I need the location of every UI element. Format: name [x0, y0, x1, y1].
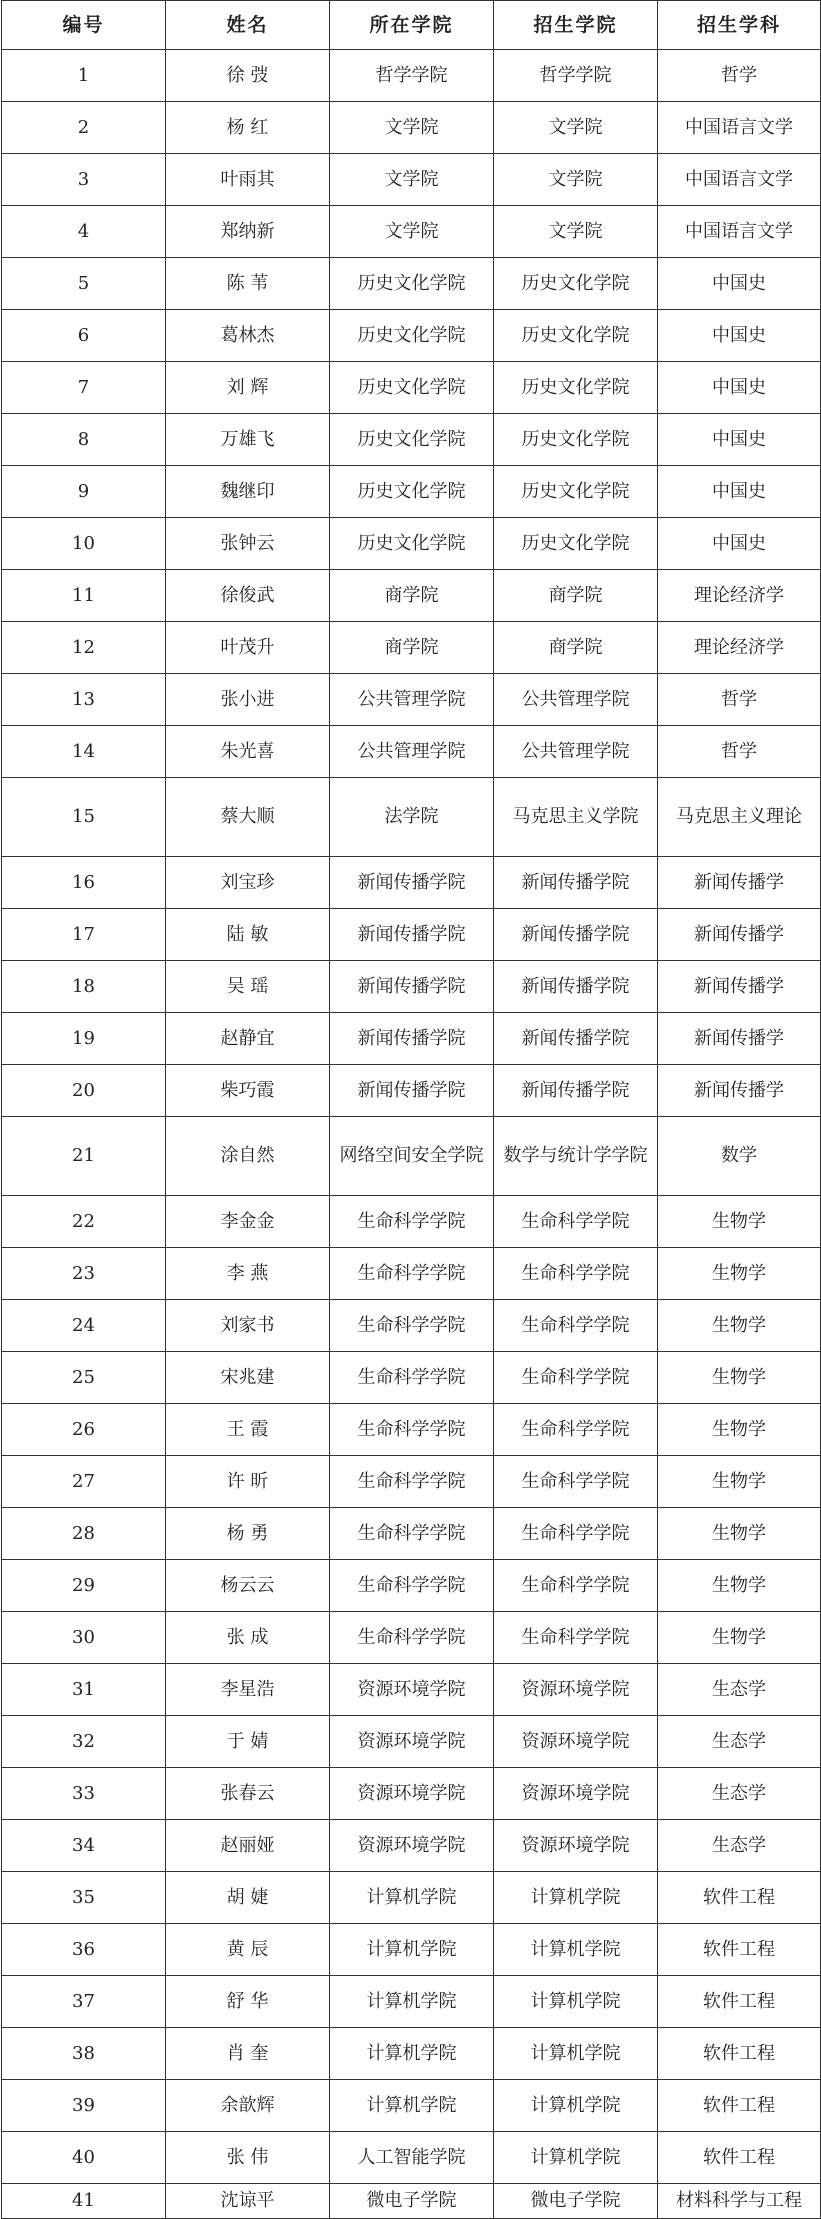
- cell-name: 刘家书: [166, 1300, 330, 1352]
- cell-enrollment-college: 生命科学学院: [494, 1352, 658, 1404]
- header-current-college: 所在学院: [330, 1, 494, 50]
- table-row: [2, 1820, 821, 1872]
- cell-enrollment-college: 历史文化学院: [494, 518, 658, 570]
- cell-name: 于 婧: [166, 1716, 330, 1768]
- cell-name: 赵静宜: [166, 1013, 330, 1065]
- cell-enrollment-discipline: 中国史: [658, 414, 821, 466]
- cell-number: 34: [2, 1820, 166, 1872]
- table-row: [2, 1065, 821, 1117]
- cell-name: 肖 奎: [166, 2028, 330, 2080]
- cell-enrollment-discipline: 生物学: [658, 1456, 821, 1508]
- table-row: [2, 1560, 821, 1612]
- cell-name: 叶茂升: [166, 622, 330, 674]
- cell-number: 12: [2, 622, 166, 674]
- cell-enrollment-college: 计算机学院: [494, 2080, 658, 2132]
- cell-name: 徐 弢: [166, 50, 330, 102]
- cell-current-college: 生命科学学院: [330, 1248, 494, 1300]
- table-row: [2, 1196, 821, 1248]
- cell-current-college: 新闻传播学院: [330, 909, 494, 961]
- cell-enrollment-college: 生命科学学院: [494, 1508, 658, 1560]
- cell-enrollment-discipline: 生态学: [658, 1664, 821, 1716]
- cell-enrollment-discipline: 哲学: [658, 726, 821, 778]
- table-row: [2, 1456, 821, 1508]
- cell-current-college: 历史文化学院: [330, 466, 494, 518]
- cell-current-college: 生命科学学院: [330, 1300, 494, 1352]
- cell-name: 黄 辰: [166, 1924, 330, 1976]
- cell-number: 19: [2, 1013, 166, 1065]
- table-row: [2, 1768, 821, 1820]
- cell-current-college: 计算机学院: [330, 1976, 494, 2028]
- cell-current-college: 新闻传播学院: [330, 857, 494, 909]
- table-row: [2, 2184, 821, 2219]
- cell-name: 沈谅平: [166, 2184, 330, 2219]
- cell-number: 8: [2, 414, 166, 466]
- cell-name: 许 昕: [166, 1456, 330, 1508]
- cell-current-college: 文学院: [330, 206, 494, 258]
- cell-enrollment-college: 计算机学院: [494, 1924, 658, 1976]
- cell-name: 张钟云: [166, 518, 330, 570]
- cell-enrollment-college: 文学院: [494, 206, 658, 258]
- cell-name: 胡 婕: [166, 1872, 330, 1924]
- cell-current-college: 商学院: [330, 570, 494, 622]
- cell-current-college: 生命科学学院: [330, 1612, 494, 1664]
- cell-name: 李星浩: [166, 1664, 330, 1716]
- cell-number: 5: [2, 258, 166, 310]
- cell-number: 25: [2, 1352, 166, 1404]
- cell-enrollment-college: 计算机学院: [494, 1872, 658, 1924]
- cell-enrollment-discipline: 软件工程: [658, 2080, 821, 2132]
- cell-current-college: 资源环境学院: [330, 1768, 494, 1820]
- table-row: [2, 1352, 821, 1404]
- cell-enrollment-discipline: 软件工程: [658, 2132, 821, 2184]
- cell-enrollment-college: 历史文化学院: [494, 362, 658, 414]
- cell-current-college: 新闻传播学院: [330, 1013, 494, 1065]
- cell-number: 6: [2, 310, 166, 362]
- table-row: [2, 310, 821, 362]
- table-row: [2, 518, 821, 570]
- cell-enrollment-discipline: 生物学: [658, 1404, 821, 1456]
- cell-enrollment-discipline: 新闻传播学: [658, 1013, 821, 1065]
- cell-current-college: 商学院: [330, 622, 494, 674]
- cell-name: 涂自然: [166, 1117, 330, 1196]
- cell-enrollment-discipline: 生物学: [658, 1508, 821, 1560]
- cell-enrollment-college: 微电子学院: [494, 2184, 658, 2219]
- cell-enrollment-college: 资源环境学院: [494, 1820, 658, 1872]
- table-row: [2, 1248, 821, 1300]
- table-row: [2, 857, 821, 909]
- cell-enrollment-discipline: 生物学: [658, 1300, 821, 1352]
- cell-enrollment-discipline: 中国史: [658, 466, 821, 518]
- cell-name: 杨云云: [166, 1560, 330, 1612]
- header-name: 姓名: [166, 1, 330, 50]
- cell-name: 吴 瑶: [166, 961, 330, 1013]
- cell-current-college: 历史文化学院: [330, 258, 494, 310]
- cell-enrollment-discipline: 生物学: [658, 1196, 821, 1248]
- cell-current-college: 计算机学院: [330, 2028, 494, 2080]
- cell-enrollment-college: 历史文化学院: [494, 414, 658, 466]
- table-row: [2, 206, 821, 258]
- table-row: [2, 2080, 821, 2132]
- cell-current-college: 新闻传播学院: [330, 961, 494, 1013]
- cell-name: 朱光喜: [166, 726, 330, 778]
- cell-name: 王 霞: [166, 1404, 330, 1456]
- cell-name: 叶雨其: [166, 154, 330, 206]
- cell-number: 30: [2, 1612, 166, 1664]
- cell-enrollment-college: 马克思主义学院: [494, 778, 658, 857]
- cell-number: 35: [2, 1872, 166, 1924]
- cell-enrollment-discipline: 中国史: [658, 362, 821, 414]
- cell-enrollment-discipline: 新闻传播学: [658, 961, 821, 1013]
- cell-current-college: 资源环境学院: [330, 1820, 494, 1872]
- table-row: [2, 622, 821, 674]
- table-row: [2, 961, 821, 1013]
- cell-current-college: 微电子学院: [330, 2184, 494, 2219]
- table-row: [2, 1976, 821, 2028]
- cell-number: 41: [2, 2184, 166, 2219]
- cell-name: 余歆辉: [166, 2080, 330, 2132]
- cell-enrollment-college: 历史文化学院: [494, 466, 658, 518]
- table-row: [2, 1664, 821, 1716]
- header-number: 编号: [2, 1, 166, 50]
- table-row: [2, 1117, 821, 1196]
- cell-enrollment-college: 生命科学学院: [494, 1300, 658, 1352]
- cell-name: 刘 辉: [166, 362, 330, 414]
- cell-enrollment-discipline: 中国史: [658, 258, 821, 310]
- cell-name: 宋兆建: [166, 1352, 330, 1404]
- table-row: [2, 50, 821, 102]
- cell-name: 万雄飞: [166, 414, 330, 466]
- cell-enrollment-discipline: 理论经济学: [658, 570, 821, 622]
- cell-enrollment-college: 数学与统计学学院: [494, 1117, 658, 1196]
- cell-enrollment-discipline: 软件工程: [658, 1976, 821, 2028]
- cell-enrollment-college: 计算机学院: [494, 2132, 658, 2184]
- cell-enrollment-college: 生命科学学院: [494, 1456, 658, 1508]
- cell-name: 刘宝珍: [166, 857, 330, 909]
- cell-current-college: 法学院: [330, 778, 494, 857]
- cell-current-college: 生命科学学院: [330, 1404, 494, 1456]
- table-row: [2, 414, 821, 466]
- cell-number: 40: [2, 2132, 166, 2184]
- cell-current-college: 生命科学学院: [330, 1560, 494, 1612]
- table-row: [2, 2028, 821, 2080]
- cell-number: 4: [2, 206, 166, 258]
- cell-number: 28: [2, 1508, 166, 1560]
- cell-current-college: 资源环境学院: [330, 1664, 494, 1716]
- cell-enrollment-discipline: 生态学: [658, 1716, 821, 1768]
- cell-name: 张 伟: [166, 2132, 330, 2184]
- table-row: [2, 726, 821, 778]
- cell-enrollment-college: 新闻传播学院: [494, 1065, 658, 1117]
- cell-current-college: 计算机学院: [330, 2080, 494, 2132]
- cell-current-college: 历史文化学院: [330, 414, 494, 466]
- cell-enrollment-college: 哲学学院: [494, 50, 658, 102]
- cell-enrollment-discipline: 生态学: [658, 1820, 821, 1872]
- cell-current-college: 人工智能学院: [330, 2132, 494, 2184]
- cell-number: 13: [2, 674, 166, 726]
- cell-name: 张 成: [166, 1612, 330, 1664]
- cell-enrollment-college: 计算机学院: [494, 2028, 658, 2080]
- cell-name: 李金金: [166, 1196, 330, 1248]
- table-row: [2, 466, 821, 518]
- cell-enrollment-discipline: 软件工程: [658, 1924, 821, 1976]
- cell-enrollment-discipline: 哲学: [658, 674, 821, 726]
- cell-current-college: 生命科学学院: [330, 1508, 494, 1560]
- cell-enrollment-discipline: 中国语言文学: [658, 154, 821, 206]
- cell-number: 10: [2, 518, 166, 570]
- cell-name: 葛林杰: [166, 310, 330, 362]
- cell-current-college: 公共管理学院: [330, 726, 494, 778]
- cell-enrollment-college: 生命科学学院: [494, 1196, 658, 1248]
- cell-number: 31: [2, 1664, 166, 1716]
- cell-enrollment-discipline: 新闻传播学: [658, 1065, 821, 1117]
- cell-number: 39: [2, 2080, 166, 2132]
- cell-current-college: 计算机学院: [330, 1872, 494, 1924]
- cell-enrollment-college: 资源环境学院: [494, 1768, 658, 1820]
- cell-number: 37: [2, 1976, 166, 2028]
- table-row: [2, 154, 821, 206]
- table-row: [2, 1300, 821, 1352]
- cell-name: 杨 红: [166, 102, 330, 154]
- table-row: [2, 1872, 821, 1924]
- cell-name: 赵丽娅: [166, 1820, 330, 1872]
- cell-enrollment-discipline: 生物学: [658, 1352, 821, 1404]
- cell-enrollment-discipline: 中国语言文学: [658, 102, 821, 154]
- cell-enrollment-discipline: 软件工程: [658, 2028, 821, 2080]
- cell-number: 3: [2, 154, 166, 206]
- cell-number: 23: [2, 1248, 166, 1300]
- cell-current-college: 资源环境学院: [330, 1716, 494, 1768]
- cell-enrollment-college: 计算机学院: [494, 1976, 658, 2028]
- table-row: [2, 2132, 821, 2184]
- cell-enrollment-college: 新闻传播学院: [494, 857, 658, 909]
- cell-number: 36: [2, 1924, 166, 1976]
- table-row: [2, 1924, 821, 1976]
- table-row: [2, 1612, 821, 1664]
- cell-enrollment-college: 历史文化学院: [494, 310, 658, 362]
- cell-enrollment-college: 生命科学学院: [494, 1612, 658, 1664]
- cell-enrollment-college: 商学院: [494, 622, 658, 674]
- cell-current-college: 文学院: [330, 102, 494, 154]
- table-row: [2, 1404, 821, 1456]
- cell-number: 7: [2, 362, 166, 414]
- table-row: [2, 1716, 821, 1768]
- cell-enrollment-college: 公共管理学院: [494, 674, 658, 726]
- cell-name: 蔡大顺: [166, 778, 330, 857]
- cell-number: 1: [2, 50, 166, 102]
- cell-enrollment-discipline: 理论经济学: [658, 622, 821, 674]
- cell-current-college: 生命科学学院: [330, 1352, 494, 1404]
- cell-name: 徐俊武: [166, 570, 330, 622]
- cell-number: 26: [2, 1404, 166, 1456]
- cell-enrollment-discipline: 哲学: [658, 50, 821, 102]
- table-row: [2, 909, 821, 961]
- table-header-row: [2, 1, 821, 50]
- cell-number: 17: [2, 909, 166, 961]
- cell-enrollment-college: 生命科学学院: [494, 1560, 658, 1612]
- table-row: [2, 102, 821, 154]
- cell-enrollment-discipline: 数学: [658, 1117, 821, 1196]
- cell-current-college: 计算机学院: [330, 1924, 494, 1976]
- cell-number: 14: [2, 726, 166, 778]
- cell-number: 21: [2, 1117, 166, 1196]
- cell-number: 24: [2, 1300, 166, 1352]
- table-row: [2, 258, 821, 310]
- cell-current-college: 生命科学学院: [330, 1196, 494, 1248]
- cell-enrollment-discipline: 软件工程: [658, 1872, 821, 1924]
- cell-enrollment-discipline: 中国史: [658, 310, 821, 362]
- cell-number: 32: [2, 1716, 166, 1768]
- cell-enrollment-discipline: 生物学: [658, 1612, 821, 1664]
- cell-current-college: 网络空间安全学院: [330, 1117, 494, 1196]
- cell-number: 18: [2, 961, 166, 1013]
- cell-name: 杨 勇: [166, 1508, 330, 1560]
- table-row: [2, 674, 821, 726]
- cell-name: 柴巧霞: [166, 1065, 330, 1117]
- cell-number: 29: [2, 1560, 166, 1612]
- cell-name: 张春云: [166, 1768, 330, 1820]
- cell-number: 2: [2, 102, 166, 154]
- cell-number: 15: [2, 778, 166, 857]
- cell-enrollment-discipline: 生物学: [658, 1248, 821, 1300]
- table-row: [2, 570, 821, 622]
- cell-enrollment-college: 公共管理学院: [494, 726, 658, 778]
- cell-number: 33: [2, 1768, 166, 1820]
- header-enrollment-college: 招生学院: [494, 1, 658, 50]
- cell-name: 魏继印: [166, 466, 330, 518]
- cell-enrollment-discipline: 生态学: [658, 1768, 821, 1820]
- cell-enrollment-college: 新闻传播学院: [494, 961, 658, 1013]
- cell-current-college: 历史文化学院: [330, 362, 494, 414]
- cell-enrollment-college: 资源环境学院: [494, 1664, 658, 1716]
- cell-number: 38: [2, 2028, 166, 2080]
- cell-name: 陆 敏: [166, 909, 330, 961]
- cell-current-college: 公共管理学院: [330, 674, 494, 726]
- faculty-enrollment-table: [1, 0, 821, 2219]
- cell-enrollment-discipline: 中国史: [658, 518, 821, 570]
- cell-current-college: 文学院: [330, 154, 494, 206]
- table-body: [2, 50, 821, 2219]
- cell-enrollment-discipline: 中国语言文学: [658, 206, 821, 258]
- cell-enrollment-college: 资源环境学院: [494, 1716, 658, 1768]
- cell-enrollment-discipline: 材料科学与工程: [658, 2184, 821, 2219]
- table-row: [2, 1508, 821, 1560]
- cell-enrollment-college: 新闻传播学院: [494, 909, 658, 961]
- cell-number: 11: [2, 570, 166, 622]
- cell-enrollment-college: 商学院: [494, 570, 658, 622]
- cell-name: 舒 华: [166, 1976, 330, 2028]
- cell-enrollment-college: 文学院: [494, 154, 658, 206]
- cell-number: 16: [2, 857, 166, 909]
- cell-number: 9: [2, 466, 166, 518]
- cell-number: 20: [2, 1065, 166, 1117]
- cell-current-college: 历史文化学院: [330, 310, 494, 362]
- table-row: [2, 1013, 821, 1065]
- cell-number: 22: [2, 1196, 166, 1248]
- cell-enrollment-discipline: 新闻传播学: [658, 857, 821, 909]
- cell-enrollment-discipline: 新闻传播学: [658, 909, 821, 961]
- cell-enrollment-college: 生命科学学院: [494, 1404, 658, 1456]
- cell-enrollment-discipline: 马克思主义理论: [658, 778, 821, 857]
- cell-current-college: 哲学学院: [330, 50, 494, 102]
- header-enrollment-discipline: 招生学科: [658, 1, 821, 50]
- table-row: [2, 362, 821, 414]
- cell-current-college: 历史文化学院: [330, 518, 494, 570]
- cell-current-college: 新闻传播学院: [330, 1065, 494, 1117]
- cell-enrollment-college: 生命科学学院: [494, 1248, 658, 1300]
- cell-current-college: 生命科学学院: [330, 1456, 494, 1508]
- cell-enrollment-college: 新闻传播学院: [494, 1013, 658, 1065]
- cell-name: 陈 苇: [166, 258, 330, 310]
- cell-name: 李 燕: [166, 1248, 330, 1300]
- cell-enrollment-college: 历史文化学院: [494, 258, 658, 310]
- cell-name: 张小进: [166, 674, 330, 726]
- cell-name: 郑纳新: [166, 206, 330, 258]
- cell-enrollment-discipline: 生物学: [658, 1560, 821, 1612]
- cell-number: 27: [2, 1456, 166, 1508]
- table-row: [2, 778, 821, 857]
- cell-enrollment-college: 文学院: [494, 102, 658, 154]
